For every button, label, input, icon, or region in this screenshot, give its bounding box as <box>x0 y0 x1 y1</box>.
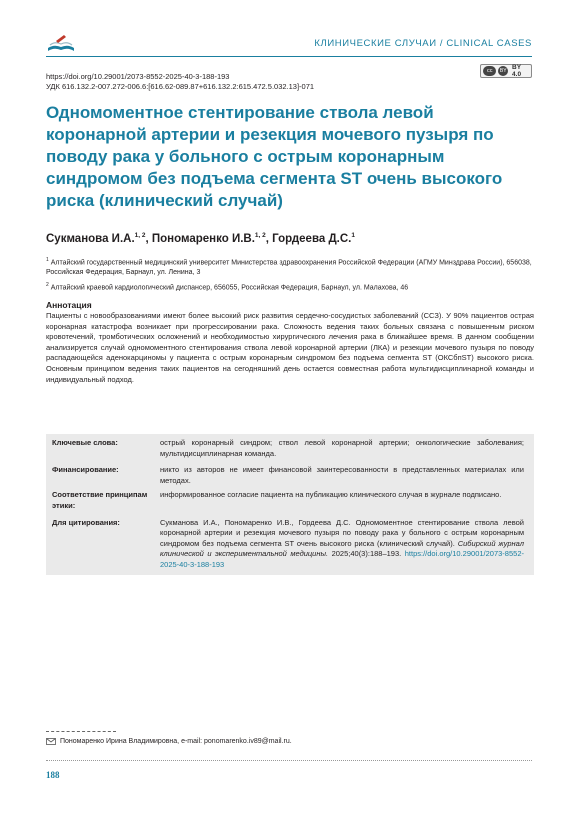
author-list <box>46 232 355 245</box>
affiliation <box>46 280 532 293</box>
abstract-text: Пациенты с новообразованиями имеют более высокий риск развития сердечно-сосудистых заболеваний (ССЗ). У 90% пациентов острая коронарная катастрофа возникает при прогрессировании рака. Сложность ведения таких больных связана с повышенным риском кровотечений, тромботических осложнений и необходимостью хирургического лечения рака в ближайшее время. В данном сообщении анализируется случай одномоментного стентирования ствола левой коронарной артерии (ЛКА) и резекции мочевого пузыря по поводу распадающейся аденокарциномы у пациента с острым коронарным синдромом без подъема сегмента ST (ОКСбпST) высокого риска. Основным принципом ведения таких пациентов на сегодняшний день остается совместная работа мультидисциплинарной команды и индивидуальный подход. <box>46 311 534 384</box>
author-affil-mark: 1 <box>351 232 355 239</box>
affiliation-text: Алтайский краевой кардиологический диспансер, 656055, Российская Федерация, Барнаул, ул. Малахова, 46 <box>50 284 409 292</box>
citation-label: Для цитирования: <box>52 517 120 527</box>
author-affil-mark: 1, 2 <box>254 232 266 239</box>
header-divider <box>46 56 532 57</box>
correspondence-text: Пономаренко Ирина Владимировна, e-mail: ponomarenko.iv89@mail.ru. <box>60 738 292 745</box>
affiliation-number: 2 <box>46 282 49 288</box>
funding-row <box>46 463 534 488</box>
citation-value <box>156 514 534 575</box>
citation-issue: 2025;40(3):188–193. <box>331 549 402 559</box>
cc-icon: cc <box>483 66 496 76</box>
author-name: Сукманова И.А. <box>46 232 135 245</box>
article-title: Одномоментное стентирование ствола левой коронарной артерии и резекция мочевого пузыря по поводу рака у больного с острым коронарным синдромом без подъема сегмента ST очень высокого риска (клинический случай) <box>46 103 503 210</box>
footer-divider <box>46 760 532 761</box>
author-separator: , <box>145 232 152 245</box>
udk-code: УДК 616.132.2-007.272-006.6:[616.62-089.87+616.132.2:615.472.5.032.13]-071 <box>46 82 315 91</box>
abstract-heading: Аннотация <box>46 300 92 310</box>
ethics-label: Соответствие принципам этики: <box>52 490 148 510</box>
citation-doi-link[interactable]: https://doi.org/10.29001/2073-8552-2025-40-3-188-193 <box>160 549 524 569</box>
article-info-table <box>46 434 534 575</box>
author-name: Гордеева Д.С. <box>272 232 352 245</box>
ethics-row <box>46 488 534 513</box>
section-title: КЛИНИЧЕСКИЕ СЛУЧАИ / CLINICAL CASES <box>314 38 532 49</box>
citation-row <box>46 514 534 575</box>
correspondence-note <box>46 738 292 745</box>
author-affil-mark: 1, 2 <box>134 232 146 239</box>
funding-label: Финансирование: <box>52 465 119 475</box>
citation-text: Сукманова И.А., Пономаренко И.В., Гордеева Д.С. Одномоментное стентирование ствола левой коронарной артерии и резекция мочевого пузыря по поводу рака у больного с острым коронарным синдромом без подъема сегмента ST очень высокого риска (клинический случай). <box>160 517 524 548</box>
keywords-value: острый коронарный синдром; ствол левой коронарной артерии; онкологические заболевания; мультидисциплинарная команда. <box>160 438 524 458</box>
license-label: BY 4.0 <box>512 64 522 78</box>
citation-journal: Сибирский журнал клинической и экспериментальной медицины. <box>160 538 524 559</box>
affiliation-text: Алтайский государственный медицинский университет Министерства здравоохранения Российской Федерации (АГМУ Минздрава России), 656038, Российская Федерация, Барнаул, ул. Ленина, 3 <box>46 259 532 277</box>
author-separator: , <box>265 232 273 245</box>
by-icon: BY <box>499 68 507 74</box>
funding-value: никто из авторов не имеет финансовой заинтересованности в представленных материалах или методах. <box>160 465 524 485</box>
keywords-label: Ключевые слова: <box>52 438 118 447</box>
license-badge[interactable] <box>480 64 532 78</box>
footnote-divider <box>46 731 116 732</box>
affiliation-number: 1 <box>46 257 49 263</box>
doi-link[interactable]: https://doi.org/10.29001/2073-8552-2025-40-3-188-193 <box>46 72 230 81</box>
journal-logo-icon <box>46 32 76 54</box>
affiliation <box>46 255 532 278</box>
page-number: 188 <box>46 770 60 780</box>
mail-icon <box>46 738 56 745</box>
journal-header <box>46 32 532 56</box>
author-name: Пономаренко И.В. <box>151 232 255 245</box>
ethics-value: информированное согласие пациента на публикацию клинического случая в журнале подписано. <box>160 490 502 500</box>
keywords-row <box>46 434 534 463</box>
